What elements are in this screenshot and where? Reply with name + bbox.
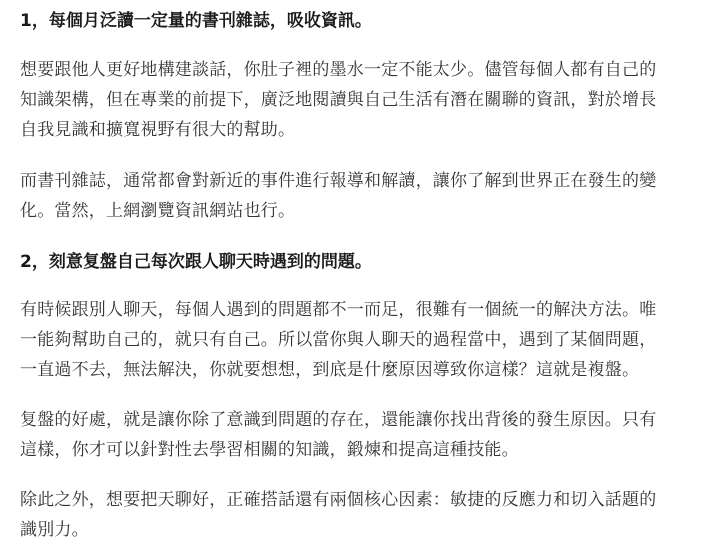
paragraph-line: 化。當然，上網瀏覽資訊網站也行。 — [20, 201, 296, 221]
paragraph-line: 一能夠幫助自己的，就只有自己。所以當你與人聊天的過程當中，遇到了某個問題， — [20, 330, 657, 350]
section-heading-1: 1，每個月泛讀一定量的書刊雜誌，吸收資訊。 — [20, 11, 372, 31]
paragraph-5 — [20, 485, 703, 545]
paragraph-line: 自我見識和擴寬視野有很大的幫助。 — [20, 120, 296, 140]
paragraph-line: 复盤的好處，就是讓你除了意識到問題的存在，還能讓你找出背後的發生原因。只有 — [20, 410, 657, 430]
paragraph-line: 這樣，你才可以針對性去學習相關的知識，鍛煉和提高這種技能。 — [20, 440, 519, 460]
paragraph-line: 識別力。 — [20, 520, 89, 540]
paragraph-1 — [20, 55, 703, 145]
paragraph-line: 一直過不去，無法解決，你就要想想，到底是什麼原因導致你這樣？這就是複盤。 — [20, 360, 640, 380]
paragraph-3 — [20, 295, 703, 385]
paragraph-line: 有時候跟別人聊天，每個人遇到的問題都不一而足，很難有一個統一的解決方法。唯 — [20, 300, 657, 320]
paragraph-2 — [20, 166, 703, 226]
paragraph-line: 而書刊雜誌，通常都會對新近的事件進行報導和解讀，讓你了解到世界正在發生的變 — [20, 171, 657, 191]
paragraph-line: 想要跟他人更好地構建談話，你肚子裡的墨水一定不能太少。儘管每個人都有自己的 — [20, 60, 657, 80]
paragraph-line: 除此之外，想要把天聊好，正確搭話還有兩個核心因素：敏捷的反應力和切入話題的 — [20, 490, 657, 510]
paragraph-line: 知識架構，但在專業的前提下，廣泛地閱讀與自己生活有潛在關聯的資訊，對於增長 — [20, 90, 657, 110]
section-heading-2: 2，刻意复盤自己每次跟人聊天時遇到的問題。 — [20, 252, 372, 272]
paragraph-4 — [20, 405, 703, 465]
